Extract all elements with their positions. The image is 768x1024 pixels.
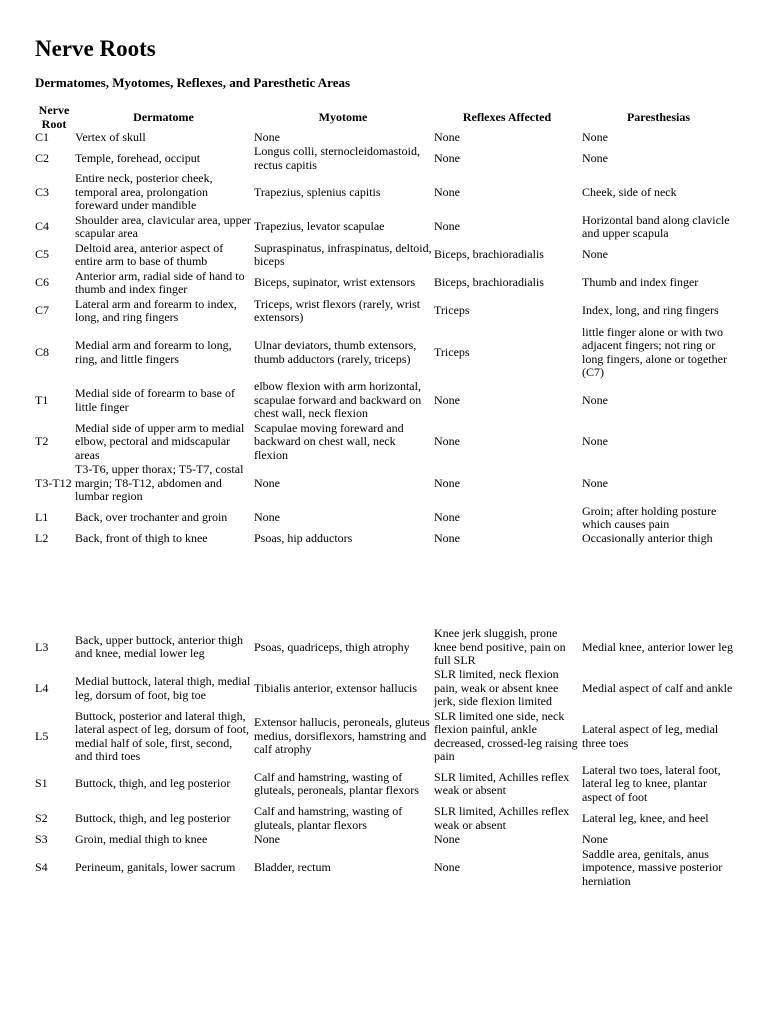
table-row xyxy=(34,297,736,325)
cell-paresthesias: Lateral leg, knee, and heel xyxy=(582,810,709,825)
cell-nerve-root: L5 xyxy=(35,728,49,743)
cell-paresthesias: Lateral aspect of leg, medial three toes xyxy=(582,722,719,750)
table-row xyxy=(34,213,736,241)
table-header-row xyxy=(34,104,736,131)
cell-reflexes: None xyxy=(434,434,460,449)
header-dermatome: Dermatome xyxy=(133,109,194,124)
cell-reflexes: SLR limited, Achilles reflex weak or absent xyxy=(434,769,570,797)
cell-nerve-root: L4 xyxy=(35,680,49,695)
table-row xyxy=(34,380,736,421)
cell-paresthesias: Index, long, and ring fingers xyxy=(582,303,719,318)
cell-dermatome: Medial side of upper arm to medial elbow, pectoral and midscapular areas xyxy=(75,420,245,462)
table-row xyxy=(34,710,736,764)
cell-dermatome: Shoulder area, clavicular area, upper scapular area xyxy=(75,212,251,240)
cell-nerve-root: C5 xyxy=(35,247,50,262)
cell-dermatome: Back, over trochanter and groin xyxy=(75,510,228,525)
cell-nerve-root: S2 xyxy=(35,810,48,825)
cell-paresthesias: Thumb and index finger xyxy=(582,275,699,290)
header-nerve-root: Nerve Root xyxy=(38,103,70,131)
page-subtitle: Dermatomes, Myotomes, Reflexes, and Paresthetic Areas xyxy=(35,75,351,90)
cell-dermatome: T3-T6, upper thorax; T5-T7, costal margin; T8-T12, abdomen and lumbar region xyxy=(75,462,244,504)
cell-myotome: Psoas, quadriceps, thigh atrophy xyxy=(254,639,410,654)
cell-nerve-root: C1 xyxy=(35,130,50,145)
table-row xyxy=(34,627,736,668)
table-body-top xyxy=(34,131,736,546)
table-row xyxy=(34,325,736,380)
cell-dermatome: Medial side of forearm to base of little finger xyxy=(75,386,235,414)
cell-reflexes: SLR limited one side, neck flexion painful, ankle decreased, crossed-leg raising pain xyxy=(434,708,578,763)
cell-reflexes: Biceps, brachioradialis xyxy=(434,247,544,262)
cell-reflexes: Biceps, brachioradialis xyxy=(434,275,544,290)
cell-myotome: Bladder, rectum xyxy=(254,860,331,875)
cell-nerve-root: T3-T12 xyxy=(35,475,72,490)
cell-reflexes: None xyxy=(434,860,460,875)
cell-paresthesias: None xyxy=(582,130,608,145)
table-row xyxy=(34,269,736,297)
cell-reflexes: None xyxy=(434,531,460,546)
cell-myotome: Trapezius, levator scapulae xyxy=(254,219,385,234)
cell-dermatome: Entire neck, posterior cheek, temporal area, prolongation foreward under mandible xyxy=(75,171,213,213)
table-row xyxy=(34,668,736,710)
cell-dermatome: Groin, medial thigh to knee xyxy=(75,832,208,847)
cell-myotome: Ulnar deviators, thumb extensors, thumb adductors (rarely, triceps) xyxy=(254,338,417,366)
table-body-bottom xyxy=(34,627,736,889)
cell-paresthesias: Cheek, side of neck xyxy=(582,184,677,199)
cell-myotome: Calf and hamstring, wasting of gluteals, plantar flexors xyxy=(254,804,403,832)
cell-myotome: Supraspinatus, infraspinatus, deltoid, biceps xyxy=(254,240,432,268)
cell-nerve-root: T2 xyxy=(35,434,49,449)
cell-dermatome: Back, upper buttock, anterior thigh and knee, medial lower leg xyxy=(75,632,243,661)
header-paresthesias: Paresthesias xyxy=(626,109,691,124)
cell-paresthesias: Groin; after holding posture which causes pain xyxy=(582,503,717,531)
table-row xyxy=(34,805,736,833)
cell-dermatome: Lateral arm and forearm to index, long, and ring fingers xyxy=(75,296,237,324)
table-row xyxy=(34,764,736,805)
cell-paresthesias: None xyxy=(582,247,608,262)
cell-myotome: None xyxy=(254,832,280,847)
cell-myotome: Longus colli, sternocleidomastoid, rectus capitis xyxy=(254,144,420,172)
table-row xyxy=(34,172,736,213)
cell-myotome: Biceps, supinator, wrist extensors xyxy=(254,275,416,290)
page-title: Nerve Roots xyxy=(35,36,156,61)
cell-paresthesias: Medial knee, anterior lower leg xyxy=(582,639,733,654)
cell-dermatome: Deltoid area, anterior aspect of entire arm to base of thumb xyxy=(75,240,224,268)
cell-dermatome: Medial arm and forearm to long, ring, and little fingers xyxy=(75,338,232,366)
cell-dermatome: Temple, forehead, occiput xyxy=(75,150,201,165)
cell-paresthesias: Occasionally anterior thigh xyxy=(582,531,713,546)
cell-reflexes: Knee jerk sluggish, prone knee bend positive, pain on full SLR xyxy=(434,626,566,667)
table-row xyxy=(34,463,736,504)
cell-reflexes: SLR limited, neck flexion pain, weak or absent knee jerk, side flexion limited xyxy=(434,667,559,709)
cell-myotome: elbow flexion with arm horizontal, scapulae forward and backward on chest wall, neck flexion xyxy=(254,379,422,421)
table-row xyxy=(34,241,736,269)
nerve-roots-table-bottom xyxy=(34,627,736,889)
cell-myotome: None xyxy=(254,130,280,145)
cell-myotome: Tibialis anterior, extensor hallucis xyxy=(254,680,418,695)
cell-nerve-root: L1 xyxy=(35,510,49,525)
cell-dermatome: Perineum, ganitals, lower sacrum xyxy=(75,860,236,875)
cell-myotome: Trapezius, splenius capitis xyxy=(254,184,381,199)
cell-nerve-root: S1 xyxy=(35,776,48,791)
header-reflexes-affected: Reflexes Affected xyxy=(462,109,552,124)
cell-nerve-root: C2 xyxy=(35,150,50,165)
cell-nerve-root: T1 xyxy=(35,392,49,407)
cell-paresthesias: Lateral two toes, lateral foot, lateral leg to knee, plantar aspect of foot xyxy=(582,762,721,804)
cell-myotome: Extensor hallucis, peroneals, gluteus medius, dorsiflexors, hamstring and calf atrophy xyxy=(254,715,430,757)
cell-reflexes: None xyxy=(434,475,460,490)
cell-dermatome: Vertex of skull xyxy=(75,130,146,145)
cell-reflexes: None xyxy=(434,510,460,525)
table-row xyxy=(34,848,736,889)
cell-reflexes: None xyxy=(434,184,460,199)
cell-reflexes: None xyxy=(434,392,460,407)
cell-dermatome: Buttock, thigh, and leg posterior xyxy=(75,810,231,825)
cell-nerve-root: C3 xyxy=(35,184,50,199)
cell-dermatome: Back, front of thigh to knee xyxy=(75,531,208,546)
table-row xyxy=(34,131,736,145)
table-row xyxy=(34,833,736,848)
cell-dermatome: Anterior arm, radial side of hand to thumb and index finger xyxy=(75,268,245,296)
table-row xyxy=(34,504,736,532)
cell-paresthesias: None xyxy=(582,150,608,165)
cell-reflexes: None xyxy=(434,130,460,145)
cell-dermatome: Buttock, thigh, and leg posterior xyxy=(75,776,231,791)
nerve-roots-table-top xyxy=(34,104,736,546)
cell-myotome: Psoas, hip adductors xyxy=(254,531,353,546)
cell-nerve-root: L2 xyxy=(35,531,49,546)
cell-nerve-root: C8 xyxy=(35,344,50,359)
table-row xyxy=(34,421,736,463)
cell-paresthesias: None xyxy=(582,832,608,847)
cell-myotome: None xyxy=(254,510,280,525)
cell-nerve-root: C6 xyxy=(35,275,50,290)
cell-nerve-root: C7 xyxy=(35,303,50,318)
table-row xyxy=(34,532,736,546)
cell-myotome: None xyxy=(254,475,280,490)
cell-dermatome: Medial buttock, lateral thigh, medial leg, dorsum of foot, big toe xyxy=(75,674,251,702)
cell-paresthesias: None xyxy=(582,475,608,490)
cell-myotome: Triceps, wrist flexors (rarely, wrist extensors) xyxy=(254,296,421,324)
cell-paresthesias: Horizontal band along clavicle and upper scapula xyxy=(582,212,730,240)
cell-myotome: Scapulae moving foreward and backward on chest wall, neck flexion xyxy=(254,420,404,462)
cell-paresthesias: Saddle area, genitals, anus impotence, massive posterior herniation xyxy=(582,846,723,888)
cell-dermatome: Buttock, posterior and lateral thigh, lateral aspect of leg, dorsum of foot, medial half of sole, first, second, and third toes xyxy=(75,708,249,763)
cell-nerve-root: S4 xyxy=(35,860,48,875)
cell-reflexes: None xyxy=(434,150,460,165)
cell-reflexes: SLR limited, Achilles reflex weak or absent xyxy=(434,804,570,832)
cell-paresthesias: Medial aspect of calf and ankle xyxy=(582,680,733,695)
cell-reflexes: None xyxy=(434,832,460,847)
cell-nerve-root: C4 xyxy=(35,219,50,234)
cell-paresthesias: little finger alone or with two adjacent fingers; not ring or long fingers, alone or together (C7) xyxy=(582,324,727,379)
cell-paresthesias: None xyxy=(582,392,608,407)
table-row xyxy=(34,145,736,172)
cell-reflexes: Triceps xyxy=(434,344,470,359)
cell-reflexes: Triceps xyxy=(434,303,470,318)
cell-paresthesias: None xyxy=(582,434,608,449)
cell-myotome: Calf and hamstring, wasting of gluteals, peroneals, plantar flexors xyxy=(254,769,419,797)
cell-nerve-root: L3 xyxy=(35,639,49,654)
header-myotome: Myotome xyxy=(318,109,368,124)
cell-reflexes: None xyxy=(434,219,460,234)
cell-nerve-root: S3 xyxy=(35,832,48,847)
